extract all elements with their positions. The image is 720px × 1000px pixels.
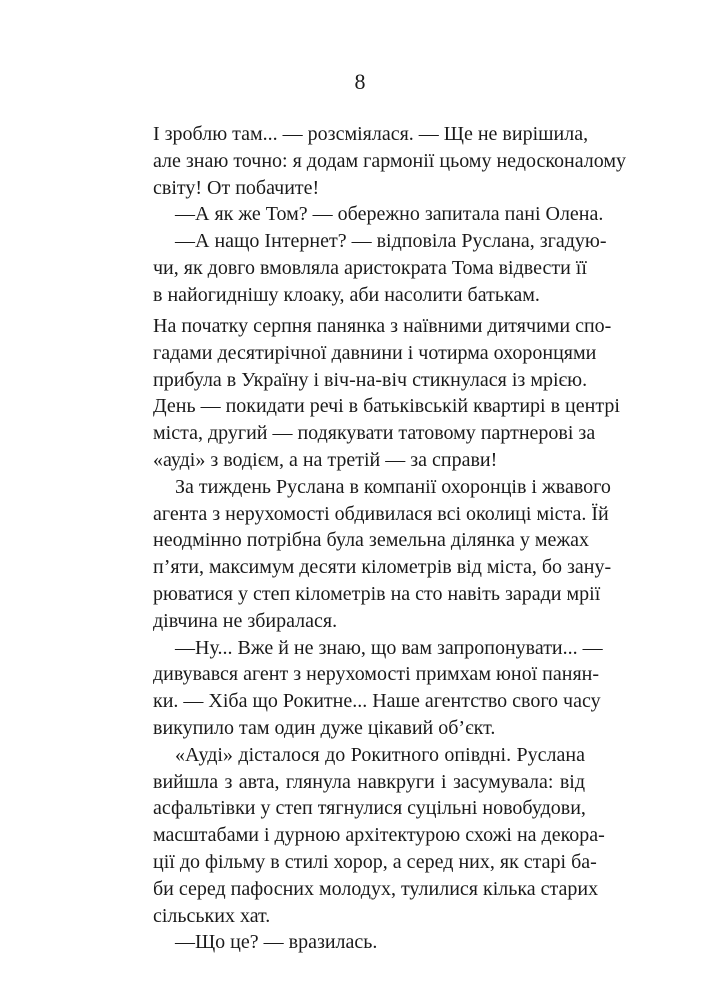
text-line: гадами десятирічної давнини і чотирма охоронцями [153,341,597,364]
text-line: в найогиднішу клоаку, аби насолити батькам. [153,283,540,306]
text-line: —Що це? — вразилась. [175,931,378,954]
text-line: —А як же Том? — обережно запитала пані Олена. [175,203,604,226]
text-line: вийшла з авта, глянула навкруги і засумувала: від [153,770,585,793]
text-line: І зроблю там... — розсміялася. — Ще не вирішила, [153,123,589,145]
text-line: День — покидати речі в батьківській квартирі в центрі [153,395,620,418]
text-line: прибула в Україну і віч-на-віч стикнулася із мрією. [153,368,588,391]
text-line: «Ауді» дісталося до Рокитного опівдні. Руслана [175,743,585,766]
text-line: викупило там один дуже цікавий об’єкт. [153,716,496,739]
text-line: дівчина не збиралася. [153,609,338,632]
text-line: п’яти, максимум десяти кілометрів від міста, бо зану- [153,556,612,579]
text-line: —Ну... Вже й не знаю, що вам запропонувати... — [175,636,603,659]
text-block-2 [153,313,620,956]
text-line: «ауді» з водієм, а на третій — за справи! [153,448,498,471]
text-line: чи, як довго вмовляла аристократа Тома відвести її [153,256,587,279]
text-line: дивувався агент з нерухомості примхам юної панян- [153,663,600,686]
page-number: 8 [354,69,366,94]
text-line: неодмінно потрібна була земельна ділянка у межах [153,529,590,552]
text-line: ції до фільму в стилі хорор, а серед них, як старі ба- [153,850,597,873]
text-line: асфальтівки у степ тягнулися суцільні новобудови, [153,797,586,820]
text-line: рюватися у степ кілометрів на сто навіть заради мрії [153,582,601,605]
text-line: масштабами і дурною архітектурою схожі на декора- [153,824,605,847]
text-block-1 [153,121,627,309]
text-line: На початку серпня панянка з наївними дитячими спо- [153,315,612,337]
text-line: ки. — Хіба що Рокитне... Наше агентство свого часу [153,690,601,713]
text-line: би серед пафосних молодух, тулилися кілька старих [153,877,599,900]
text-line: За тиждень Руслана в компанії охоронців і жвавого [175,475,611,498]
text-line: світу! От побачите! [153,176,320,199]
text-line: але знаю точно: я додам гармонії цьому недосконалому [153,149,627,172]
text-line: агента з нерухомості обдивилася всі околиці міста. Їй [153,502,609,525]
text-line: сільських хат. [153,904,271,927]
text-line: міста, другий — подякувати татовому партнерові за [153,422,596,445]
text-line: —А нащо Інтернет? — відповіла Руслана, згадую- [175,230,607,253]
